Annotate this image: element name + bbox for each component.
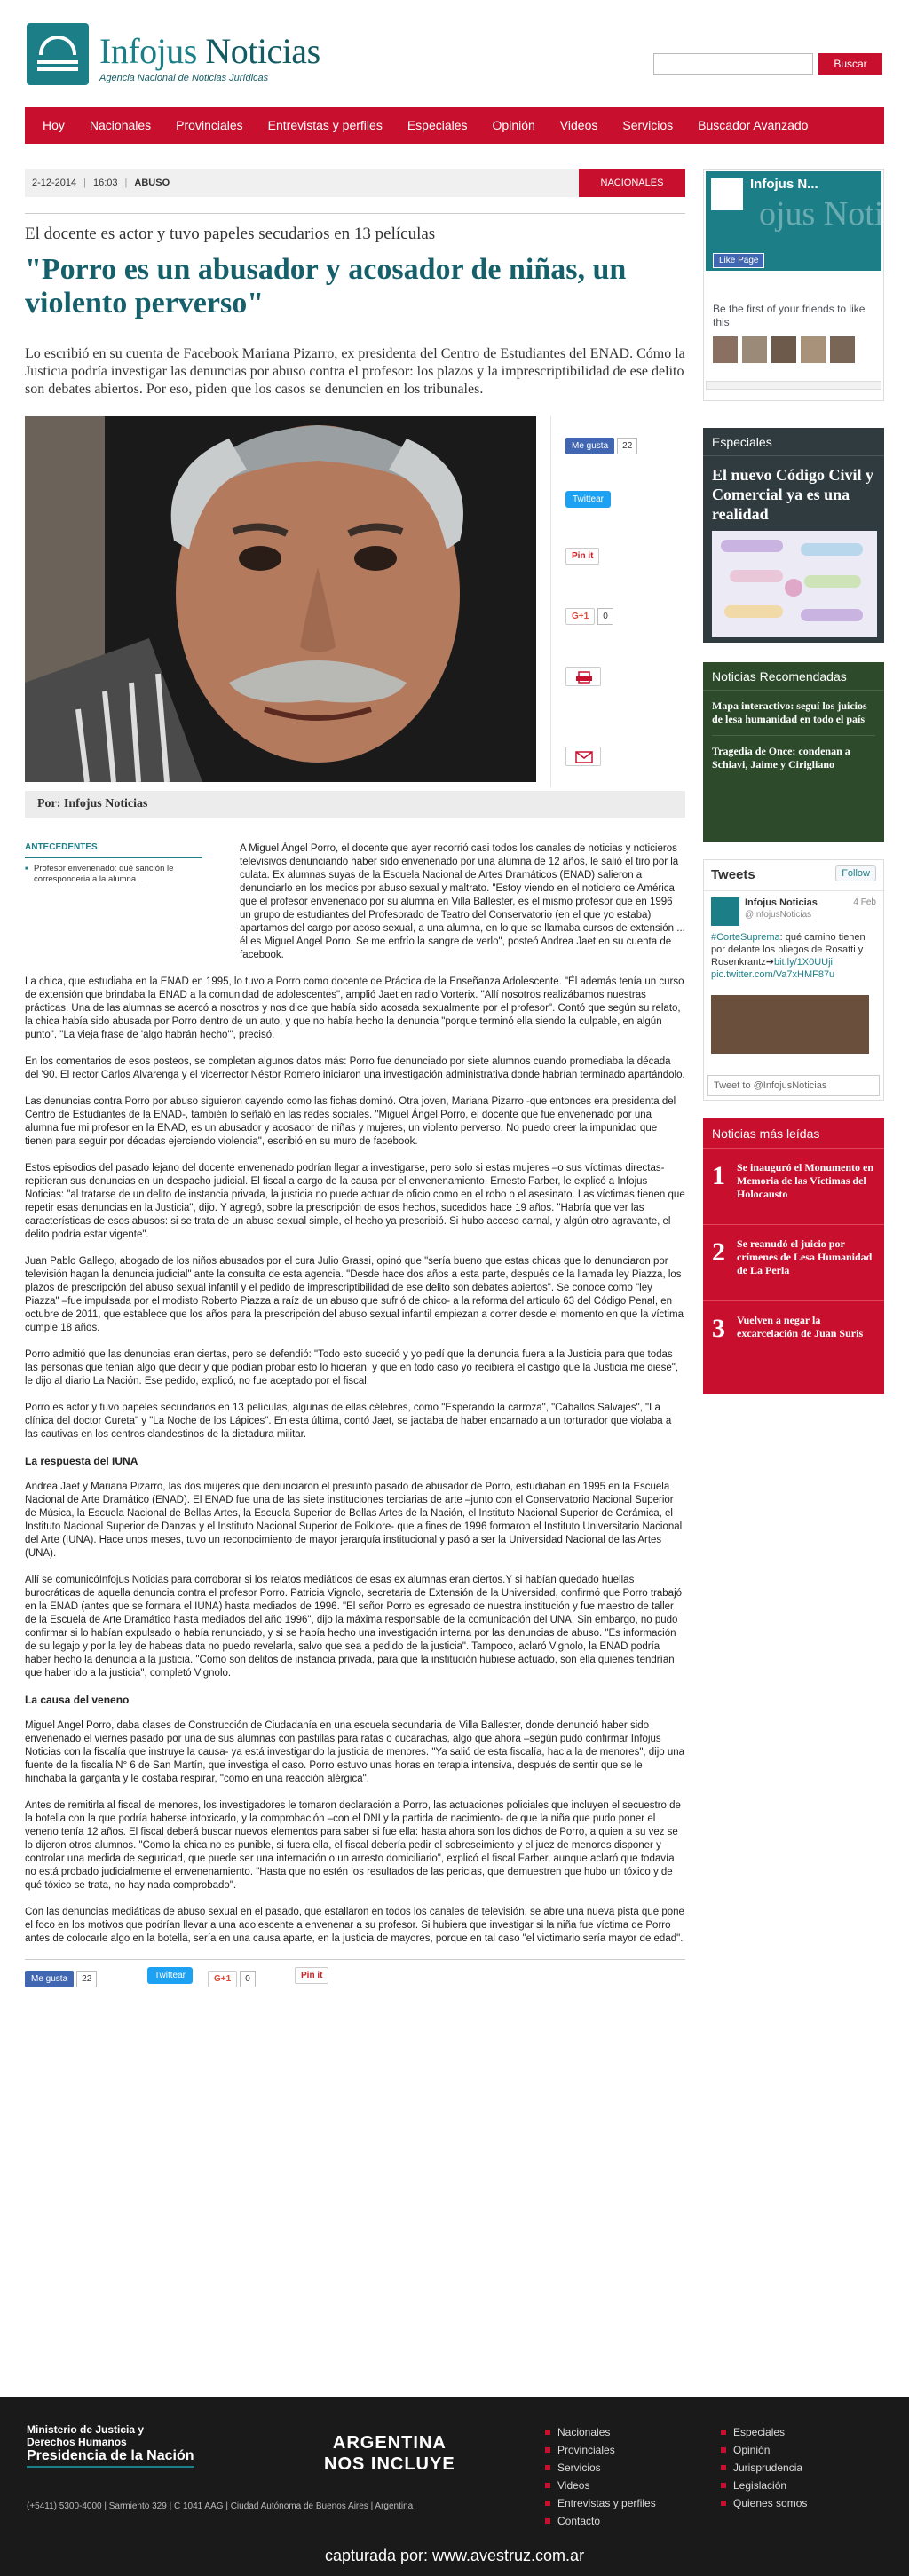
most-read-number: 1 <box>712 1161 725 1190</box>
search-input[interactable] <box>653 53 813 75</box>
tweet-date[interactable]: 4 Feb <box>853 897 876 907</box>
divider <box>25 213 685 214</box>
article-subheading: La respuesta del IUNA <box>25 1455 138 1467</box>
article-date: 2-12-2014 <box>32 178 77 188</box>
nav-item-entrevistas[interactable]: Entrevistas y perfiles <box>267 118 383 132</box>
footer-link[interactable]: Nacionales <box>541 2423 656 2441</box>
footer-link[interactable]: Jurisprudencia <box>717 2459 807 2477</box>
article-paragraph: Con las denuncias mediáticas de abuso sexual en el pasado, que estallaron en todos los canales de televisión, se abre una nueva pista que pone el foco en los motivos que podrían llevar a una adolescente a envenenar a su profesor. Si hubiera que investigar si la niña fue víctima de Porro antes de colocarle algo en la botella, sería en una causa aparte, en la justicia de mayores, porque en tal caso "el victimario sería mayor de edad". <box>25 1907 684 1944</box>
search-button[interactable]: Buscar <box>818 53 882 75</box>
facebook-friend-avatars <box>713 336 859 363</box>
recommended-item[interactable]: Mapa interactivo: seguí los juicios de lesa humanidad en todo el país <box>712 699 867 725</box>
facebook-page-avatar <box>711 178 743 210</box>
most-read-link[interactable]: Vuelven a negar la excarcelación de Juan Suris <box>737 1314 864 1339</box>
article-paragraph: Antes de remitirla al fiscal de menores, los investigadores le tomaron declaración a Porro, las actuaciones policiales que incluyen el secuestro de la botella con la que podría haberse intoxicado, y la comprobación –con el DNI y la partida de nacimiento- de que la niña que pudo poner el veneno tenía 12 años. El fiscal deberá buscar nuevos elementos para saber si fue ella: hasta ahora son los dichos de Porro, a quien a su vez se lo dijeron otros alumnos. "Como la chica no es punible, si fuera ella, el fiscal debería pedir el sobreseimiento y el juez de menores disponer y controlar una medida de seguridad, que puede ser una internación o un arresto domiciliario", explicó el fiscal Farber, aunque aclaró que todavía no está probado judicialmente el envenenamiento. "Hasta que no estén los resultados de las pericias, que demuestren que hubo un tóxico y de qué tóxico se trata, no hay nada comprobado". <box>25 1800 681 1891</box>
especiales-title: Especiales <box>703 428 884 456</box>
tweet-author-handle[interactable]: @InfojusNoticias <box>745 910 812 920</box>
illustration-image <box>712 531 877 637</box>
especiales-illustration[interactable] <box>712 531 877 637</box>
footer-presidencia[interactable]: Presidencia de la Nación <box>27 2448 194 2468</box>
article-paragraph: Porro es actor y tuvo papeles secundarios en 13 películas, algunas de ellas célebres, como "Esperando la carroza", "Caballos Salvajes", "La clínica del doctor Cureta" y "La Noche de los Lápices". En esta última, contó Jaet, se jactaba de haber encarnado a un torturador que violaba a las cautivas en los centros clandestinos de la dictadura militar. <box>25 1403 672 1440</box>
antecedentes-title: ANTECEDENTES <box>25 842 202 858</box>
article-time: 16:03 <box>93 178 118 188</box>
nav-item-especiales[interactable]: Especiales <box>407 118 468 132</box>
twitter-follow-button[interactable]: Follow <box>835 865 876 881</box>
google-plus-count: 0 <box>240 1971 256 1987</box>
recommended-box <box>703 662 884 842</box>
article-title: "Porro es un abusador y acosador de niñas, un violento perverso" <box>25 253 627 320</box>
recommended-title: Noticias Recomendadas <box>703 662 884 691</box>
footer <box>0 2397 909 2576</box>
pinterest-button[interactable]: Pin it <box>295 1967 328 1984</box>
share-column <box>550 416 685 787</box>
email-icon <box>566 747 602 767</box>
facebook-page-name[interactable]: Infojus N... <box>750 177 818 192</box>
twitter-share-button[interactable]: Twittear <box>565 491 611 508</box>
photo-row <box>25 416 685 787</box>
nav-item-buscador[interactable]: Buscador Avanzado <box>698 118 809 132</box>
facebook-like-button[interactable]: Me gusta <box>565 438 614 454</box>
facebook-like-page-button[interactable]: Like Page <box>713 253 764 268</box>
header <box>0 0 909 105</box>
avatar[interactable] <box>830 336 855 363</box>
tweet-link[interactable]: bit.ly/1X0UUji pic.twitter.com/Va7xHMF87u <box>711 957 835 980</box>
sidebar <box>703 169 884 1394</box>
nav-item-videos[interactable]: Videos <box>559 118 598 132</box>
footer-link[interactable]: Entrevistas y perfiles <box>541 2494 656 2512</box>
article-paragraph: Estos episodios del pasado lejano del docente envenenado podrían llegar a investigarse, pero solo si estas mujeres –o sus víctimas directas- repitieran sus denuncias en un despacho judicial. El fiscal a cargo de la causa por el envenenamiento, Ernesto Farber, le explicó a Infojus Noticias: "al tratarse de un delito de instancia privada, la justicia no puede actuar de oficio como en el robo o el asesinato. Las víctimas tienen que repetir esas denuncias en la Justicia", dijo. Y agregó, sobre la prescripción de esos hechos, sucedidos hace 19 años. "Habría que ver las características de esos abusos: si se trata de un abuso sexual simple, el hecho ya prescribió. Si hubo acceso carnal, y algún otro agravante, el delito podría estar vigente". <box>25 1163 685 1240</box>
article-paragraph: Juan Pablo Gallego, abogado de los niños abusados por el cura Julio Grassi, opinó que "sería bueno que estas chicas que lo denunciaron por televisión hagan la denuncia judicial" ante la consulta de esta agencia. "Desde hace dos años a esta parte, después de la llamada ley Piazza, los plazos de prescripción del abuso sexual infantil y el pedido de imprescriptibilidad de ese delito son debates abiertos". Se conoce como "ley Piazza" –fue impulsada por el modisto Roberto Piazza a raíz de un abuso que sufrió de chico- a la reforma del artículo 63 del Código Penal, en octubre de 2011, que establece que los años para la prescripción del abuso sexual infantil empiezan a correr desde el momento en que la víctima cumple 18 años. <box>25 1256 684 1333</box>
footer-link[interactable]: Contacto <box>541 2512 656 2530</box>
especiales-link[interactable]: El nuevo Código Civil y Comercial ya es una realidad <box>712 466 874 523</box>
divider <box>25 1959 685 1960</box>
avatar[interactable] <box>742 336 767 363</box>
especiales-box <box>703 428 884 643</box>
article-paragraph: Allí se comunicóInfojus Noticias para corroborar si los relatos mediáticos de esas ex alumnas eran ciertos.Y si habían quedado huellas burocráticas de aquella denuncia contra el profesor Porro. Patricia Vignolo, secretaria de Extensión de la Universidad, confirmó que Porro trabajó en la ENAD (antes que se formara el IUNA) hasta mediados de 1996. "El señor Porro es egresado de nuestra institución y fue maestro de taller de la Escuela de Arte Dramático hasta mediados del año 1996", dijo la máxima responsable de la comunicación del UNA. Sin embargo, no pudo confirmar si lo habían expulsado o había renunciado, y si se había hecho una investigación interna por las denuncias de abuso. "Es información de su legajo y por la ley de habeas data no puedo revelarla, salvo que sea a pedido de la justicia". Tampoco, aclaró Vignolo, la ENAD podría haber hecho la denuncia a la justicia. "Como son delitos de instancia privada, para que la institución hubiese actuado, son ella quienes tendrían que haber ido a la justicia", completó Vignolo. <box>25 1575 683 1679</box>
footer-argentina-logo: ARGENTINA NOS INCLUYE <box>324 2433 455 2474</box>
article-lead: Lo escribió en su cuenta de Facebook Mariana Pizarro, ex presidenta del Centro de Estudiantes del ENAD. Cómo la Justicia podría investigar las denuncias por abuso contra el profesor: los plazos y la imprescriptibilidad de ese delito son debates abiertos. Por eso, piden que los casos se denuncien en los tribunales. <box>25 346 685 397</box>
footer-links-1 <box>541 2423 656 2530</box>
footer-link[interactable]: Especiales <box>717 2423 807 2441</box>
widget-scrollbar[interactable] <box>706 381 881 390</box>
twitter-share-button[interactable]: Twittear <box>147 1967 193 1984</box>
main-content <box>25 169 685 1992</box>
article-paragraph: Andrea Jaet y Mariana Pizarro, las dos mujeres que denunciaron el presunto pasado de abusador de Porro, estudiaban en 1995 en la Escuela Nacional de Arte Dramático (ENAD). El ENAD fue una de las siete instituciones terciarias de arte –junto con el Conservatorio Nacional Superior de Música, la Escuela Nacional de Bellas Artes, la Escuela Superior de Bellas Artes de la Nación, el Instituto Nacional Superior de Cerámica, el Instituto Nacional Superior de Danzas y el Instituto Nacional Superior de Folklore- que a fines de 1996 formaron el Instituto Universitario Nacional del Arte (IUNA). Hace unos meses, tuvo un reconocimiento de mayor jerarquía institucional y pasó a ser la Universidad Nacional de las Artes (UNA). <box>25 1482 683 1559</box>
google-plus-button[interactable]: G+1 <box>565 608 595 625</box>
most-read-item[interactable] <box>703 1225 884 1301</box>
most-read-item[interactable] <box>703 1301 884 1378</box>
nav-item-provinciales[interactable]: Provinciales <box>176 118 243 132</box>
logo-icon <box>27 23 89 85</box>
most-read-number: 3 <box>712 1314 725 1343</box>
tweet-image[interactable] <box>711 995 869 1054</box>
email-button[interactable] <box>565 747 601 766</box>
tweet-author-name[interactable]: Infojus Noticias <box>745 897 818 908</box>
logo-subtitle: Agencia Nacional de Noticias Jurídicas <box>99 73 269 83</box>
pinterest-button[interactable]: Pin it <box>565 548 599 565</box>
article-subheading: La causa del veneno <box>25 1694 130 1706</box>
nav-item-nacionales[interactable]: Nacionales <box>89 118 152 132</box>
footer-link[interactable]: Legislación <box>717 2477 807 2494</box>
avatar[interactable] <box>713 336 738 363</box>
footer-address: (+5411) 5300-4000 | Sarmiento 329 | C 1041 AAG | Ciudad Autónoma de Buenos Aires | Argentina <box>27 2501 414 2511</box>
section-tag[interactable]: NACIONALES <box>579 169 685 197</box>
nav-item-servicios[interactable]: Servicios <box>622 118 674 132</box>
tweet-text: #CorteSuprema: qué camino tienen por delante los pliegos de Rosatti y Rosenkrantz➔bit.ly/1X0UUji pic.twitter.com/Va7xHMF87u <box>711 932 866 980</box>
tweets-title: Tweets <box>711 867 755 882</box>
most-read-box <box>703 1118 884 1394</box>
print-icon <box>566 668 602 687</box>
divider <box>704 890 883 891</box>
twitter-widget <box>703 859 884 1101</box>
footer-link[interactable]: Provinciales <box>541 2441 656 2459</box>
facebook-page-widget <box>703 169 884 401</box>
article-photo <box>25 416 536 782</box>
article-body <box>25 842 685 1946</box>
facebook-like-count: 22 <box>76 1971 97 1987</box>
google-plus-count: 0 <box>597 608 613 625</box>
recommended-item[interactable]: Tragedia de Once: condenan a Schiavi, Jaime y Cirigliano <box>712 745 850 770</box>
print-button[interactable] <box>565 667 601 686</box>
article-category[interactable]: ABUSO <box>134 178 170 188</box>
main-nav <box>25 107 884 144</box>
logo-name: Infojus Noticias <box>99 31 320 71</box>
most-read-number: 2 <box>712 1237 725 1267</box>
footer-link[interactable]: Quienes somos <box>717 2494 807 2512</box>
tweet-hashtag[interactable]: #CorteSuprema <box>711 932 780 943</box>
article-paragraph: Las denuncias contra Porro por abuso siguieron cayendo como las fichas dominó. Otra joven, Mariana Pizarro -que entonces era presidenta del Centro de Estudiantes de la ENAD-, también lo señaló en las redes sociales. "Miguel Ángel Porro, el docente que fue envenenado por una alumna fue mi profesor en la ENAD, es un abusador y acosador de niñas y mujeres, un violento perverso. No puedo creer la impunidad que tienen para seguir por décadas ejerciendo violencia", escribió en su muro de facebook. <box>25 1096 676 1147</box>
avatar[interactable] <box>771 336 796 363</box>
most-read-link[interactable]: Se inauguró el Monumento en Memoria de las Víctimas del Holocausto <box>737 1161 874 1200</box>
nav-item-opinion[interactable]: Opinión <box>492 118 535 132</box>
share-bar-bottom <box>25 1967 685 1992</box>
tweet-reply-input[interactable]: Tweet to @InfojusNoticias <box>707 1075 880 1096</box>
facebook-like-count: 22 <box>617 438 637 454</box>
most-read-title: Noticias más leídas <box>703 1118 884 1149</box>
most-read-item[interactable] <box>703 1149 884 1225</box>
footer-link[interactable]: Servicios <box>541 2459 656 2477</box>
facebook-like-button[interactable]: Me gusta <box>25 1971 74 1987</box>
article-meta: 2-12-2014 | 16:03 | ABUSO NACIONALES <box>25 169 685 197</box>
article-text <box>25 842 685 1946</box>
capture-credit: capturada por: www.avestruz.com.ar <box>324 2547 585 2564</box>
article-paragraph: En los comentarios de esos posteos, se completan algunos datos más: Porro fue denunciado por siete alumnos cuando promediaba la década del '90. El rector Carlos Alvarenga y el vicerrector Néstor Romero iniciaron una investigación administrativa donde habrían terminado apartándolo. <box>25 1056 685 1080</box>
most-read-link[interactable]: Se reanudó el juicio por crímenes de Lesa Humanidad de La Perla <box>737 1237 873 1276</box>
footer-ministry: Ministerio de Justicia y Derechos Humanos <box>27 2423 145 2448</box>
twitter-avatar[interactable] <box>711 897 739 926</box>
footer-link[interactable]: Opinión <box>717 2441 807 2459</box>
antecedentes-link[interactable]: ■ Profesor envenenado: qué sanción le corresponderia a la alumna... <box>25 864 202 885</box>
antecedentes-box <box>25 842 202 885</box>
google-plus-button[interactable]: G+1 <box>208 1971 237 1987</box>
facebook-friends-text: Be the first of your friends to like this <box>713 303 866 328</box>
article-paragraph: Porro admitió que las denuncias eran ciertas, pero se defendió: "Todo esto sucedió y yo pedí que la denuncia fuera a la Justicia para que todas las personas que tenían algo que decir y que podían probar esto lo hicieran, y que en todo caso yo recibiera el castigo que la Justicia me diese", le dijo al diario La Nación. Ese pedido, explicó, no fue aceptado por el fiscal. <box>25 1349 679 1387</box>
nav-item-hoy[interactable]: Hoy <box>43 118 65 132</box>
article-byline: Por: Infojus Noticias <box>25 791 685 818</box>
avatar[interactable] <box>801 336 826 363</box>
article-paragraph: La chica, que estudiaba en la ENAD en 1995, lo tuvo a Porro como docente de Práctica de la Enseñanza Adolescente. "Él además tenía un curso de extensión que brindaba la ENAD a la comunidad de adolescentes", amplió Jaet en radio Vorterix. "Allí nosotros realizábamos nuestras prácticas. Una de las alumnas se acercó a nosotros y nos dice que había sido acosada sexualmente por el profesor". Contó que según su relato, la chica había sido abusada por Porro dentro de un auto, y que no había hecho la denuncia "porque terminó ella siendo la culpable, en algún punto". "La vieja frase de 'algo habrán hecho'", precisó. <box>25 976 684 1040</box>
footer-links-2 <box>717 2423 807 2512</box>
article-paragraph: Miguel Angel Porro, daba clases de Construcción de Ciudadanía en una escuela secundaria de Villa Ballester, donde denunció haber sido envenenado el viernes pasado por una de sus alumnas con pastillas para ratas o cucarachas, algo que ahora –según pudo confirmar Infojus Noticias con la fiscalía que instruye la causa- ya está investigando la justicia de menores. "Ya salió de esta fiscalía, hacia la de menores", dijo una fuente de la fiscalía N° 6 de San Martín, que investiga el caso. Porro estuvo unas horas en terapia intensiva, después de sentir que se le hinchaba la garganta y le costaba respirar, "como en una reacción alérgica". <box>25 1720 685 1784</box>
portrait-illustration <box>25 416 536 782</box>
site-logo[interactable] <box>27 23 355 87</box>
facebook-cover[interactable] <box>706 171 884 271</box>
article-pretitle: El docente es actor y tuvo papeles secudarios en 13 películas <box>25 225 436 243</box>
facebook-cover-text: ojus Noti <box>759 195 884 233</box>
footer-link[interactable]: Videos <box>541 2477 656 2494</box>
article-paragraph: A Miguel Ángel Porro, el docente que ayer recorrió casi todos los canales de noticias y noticieros televisivos denunciando haber sido envenenado por una alumna de 12 años, le salió el tiro por la culata. Ex alumnas suyas de la Escuela Nacional de Artes Dramáticos (ENAD) salieron a denunciarlo en los medios por abuso sexual y maltrato. "Estoy viendo en el noticiero de América que el profesor envenenado por su alumna en Villa Ballester, es el mismo profesor que en 1996 un grupo de estudiantes del Profesorado de Teatro del Conservatorio (en el que yo estaba) apartamos del cargo por acoso sexual, a una alumna, en lo que se llamaba cursos de extensión ... él es Miguel Angel Porro. Se me enfrío la sangre de verlo", posteó Andrea Jaet en su cuenta de facebook. <box>240 843 685 960</box>
